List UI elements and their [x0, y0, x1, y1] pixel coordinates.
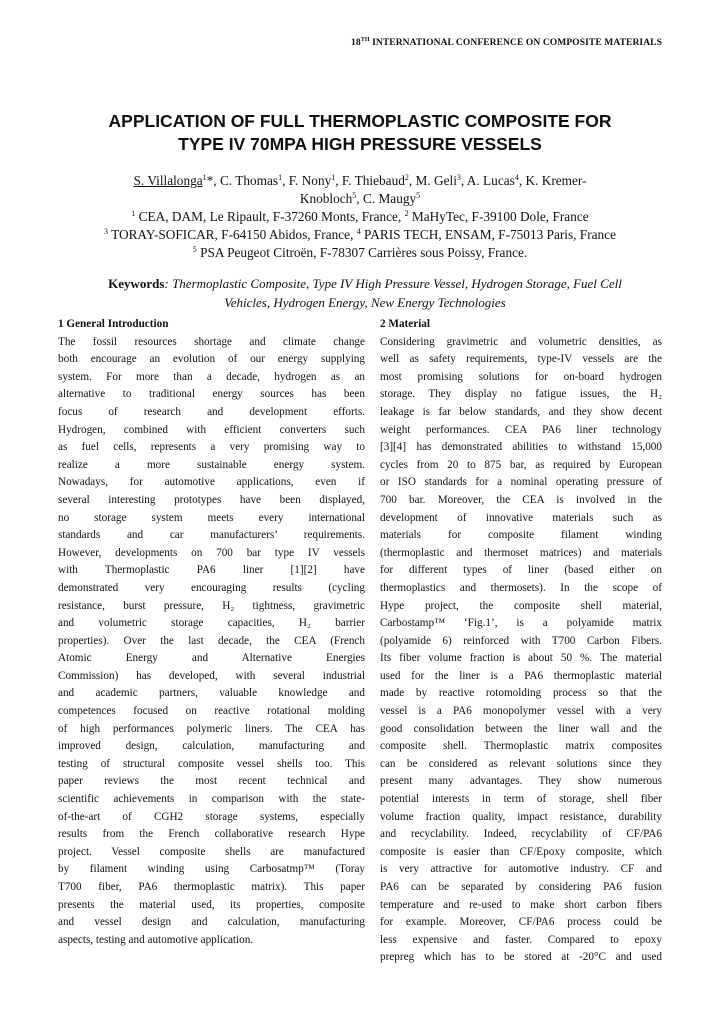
left-column [58, 316, 365, 949]
text-line: alternative to traditional energy sources has been [58, 388, 365, 401]
text-line: project. Vessel composite shells are manufactured [58, 845, 365, 858]
keywords-label: Keywords [108, 276, 165, 291]
conference-header: 18TH INTERNATIONAL CONFERENCE ON COMPOSITE MATERIALS [351, 37, 662, 48]
text-line: and volumetric storage capacities, H₂ barrier [58, 617, 365, 630]
text-line: potential interests in term of storage, shell fiber [380, 793, 662, 806]
text-line: most promising solutions for on-board hydrogen [380, 370, 662, 383]
text-line: results from the French collaborative research Hype [58, 828, 365, 841]
text-line: Hydrogen, combined with efficient converters such [58, 423, 365, 436]
text-line: storage. They display no fatigue issues, the H₂ [380, 388, 662, 401]
title-line-2: TYPE IV 70MPA HIGH PRESSURE VESSELS [178, 134, 542, 154]
text-line: Hype project, the composite shell material, [380, 599, 662, 612]
text-line: realize a more sustainable energy system. [58, 458, 365, 471]
author-line-2: Knobloch$^5$, C. Maugy$^5$ [299, 191, 421, 206]
text-line: presents the material used, its properties, composite [58, 898, 365, 911]
corresponding-author: S. Villalonga [133, 173, 203, 188]
text-line: materials for composite filament winding [380, 529, 662, 542]
text-line: [3][4] has demonstrated abilities to withstand 15,000 [380, 441, 662, 454]
text-line: standards and car manufacturers’ requirements. [58, 529, 365, 542]
title-line-1: APPLICATION OF FULL THERMOPLASTIC COMPOSITE FOR [108, 111, 612, 131]
text-line: T700 fiber, PA6 thermoplastic matrix). This paper [58, 881, 365, 893]
text-line: thermoplastics and thermosets). In the scope of [380, 581, 662, 594]
text-line: temperature and re-used to make short carbon fibers [380, 898, 662, 911]
text-line: of high performances polymeric liners. The CEA has [58, 722, 365, 735]
text-line: cycles from 20 to 875 bar, as required by European [380, 458, 662, 471]
text-line: demonstrated very encouraging results (cycling [58, 581, 365, 594]
text-line: development of innovative materials such as [380, 511, 662, 524]
text-line: 700 bar. Moreover, the CEA is involved in the [380, 493, 662, 506]
text-line: Carbostamp™ ‘Fig.1’, is a polyamide matrix [380, 617, 662, 630]
section-heading-material: 2 Material [380, 318, 431, 330]
text-line: several interesting prototypes have been displayed, [58, 493, 365, 506]
text-line: aspects, testing and automotive application. [58, 933, 254, 946]
text-line: paper reviews the most recent technical and [58, 775, 365, 788]
author-line-1: S. Villalonga$^1$*, C. Thomas$^1$, F. Nony$^1$, F. Thiebaud$^2$, M. Geli$^3$, A. Lucas$^4$, K. Kremer- [133, 173, 587, 188]
text-line: composite is easier than CF/Epoxy composite, which [380, 845, 662, 858]
text-line: vessel is a PA6 monopolymer vessel with a very [380, 705, 662, 718]
keywords-text-2: Vehicles, Hydrogen Energy, New Energy Technologies [224, 295, 506, 310]
text-line: by filament winding using Carbosatmp™ (Toray [58, 863, 365, 876]
text-line: Atomic Energy and Alternative Energies [58, 652, 365, 665]
text-line: less expensive and faster. Compared to epoxy [380, 933, 662, 946]
text-line: (thermoplastic and thermoset matrices) and materials [380, 546, 662, 559]
text-line: and recyclability. Indeed, recyclability of CF/PA6 [380, 828, 662, 841]
text-line: PA6 can be separated by considering PA6 fusion [380, 881, 662, 893]
text-line: scientific achievements in comparison with the state- [58, 793, 365, 806]
text-line: both encourage an evolution of our energy supplying [58, 353, 365, 366]
text-line: for example. Moreover, CF/PA6 process could be [380, 916, 662, 929]
text-line: prepreg which has to be stored at -20°C and used [380, 951, 662, 964]
affiliation-line-1: $^1$ CEA, DAM, Le Ripault, F-37260 Monts, France, $^2$ MaHyTec, F-39100 Dole, France [131, 209, 589, 224]
keywords-block [80, 274, 650, 312]
text-line: resistance, burst pressure, H₂ tightness, gravimetric [58, 599, 365, 612]
text-line: volume fraction quality, impact resistance, durability [380, 810, 662, 823]
text-line: is very attractive for automotive industry. CF and [380, 863, 662, 876]
text-line: properties). Over the last decade, the CEA (French [58, 634, 365, 647]
text-line: no storage system meets every international [58, 511, 365, 524]
text-line: focus of research and development efforts. [58, 405, 365, 418]
text-line: or ISO standards for a nominal operating pressure of [380, 476, 662, 489]
text-line: competences focused on reactive rotational molding [58, 705, 365, 718]
text-line: well as safety requirements, type-IV vessels are the [380, 353, 662, 366]
text-line: and vessel design and calculation, manufacturing [58, 916, 365, 929]
text-line: composite shell. Thermoplastic matrix composites [380, 740, 662, 753]
author-list [90, 172, 630, 208]
affiliation-line-3: $^5$ PSA Peugeot Citroën, F-78307 Carrières sous Poissy, France. [192, 245, 528, 260]
text-line: leakage is far below standards, and they show decent [380, 405, 662, 418]
affiliation-line-2: $^3$ TORAY-SOFICAR, F-64150 Abidos, France, $^4$ PARIS TECH, ENSAM, F-75013 Paris, France [104, 227, 616, 242]
text-line: system. For more than a decade, hydrogen as an [58, 370, 365, 383]
text-line: Considering gravimetric and volumetric densities, as [380, 335, 662, 348]
text-line: used for the liner is a PA6 thermoplastic material [380, 669, 662, 682]
text-line: improved design, calculation, manufacturing and [58, 740, 365, 753]
text-line: present many advantages. They show numerous [380, 775, 662, 788]
text-line: weight performances. CEA PA6 liner technology [380, 423, 662, 436]
text-line: good consolidation between the liner wall and the [380, 722, 662, 735]
text-line: as fuel cells, represents a very promising way to [58, 441, 365, 454]
introduction-body [58, 334, 365, 950]
text-line: with Thermoplastic PA6 liner [1][2] have [58, 564, 365, 577]
text-line: for different types of liner (based either on [380, 564, 662, 577]
text-line: made by reactive rotomolding process so that the [380, 687, 662, 700]
text-line: testing of structural composite vessel shells too. This [58, 757, 365, 770]
right-column [380, 316, 662, 967]
text-line: Commission) has developed, with several industrial [58, 669, 365, 682]
text-line: However, developments on 700 bar type IV vessels [58, 546, 365, 559]
text-line: The fossil resources shortage and climate change [58, 335, 365, 348]
text-line: Its fiber volume fraction is about 50 %. The material [380, 652, 662, 665]
text-line: and academic partners, valuable knowledge and [58, 687, 365, 700]
text-line: can be considered as relevant solutions since they [380, 757, 662, 770]
text-line: of-the-art of CGH2 storage systems, especially [58, 810, 365, 823]
text-line: (polyamide 6) reinforced with T700 Carbon Fibers. [380, 634, 662, 647]
text-line: Nowadays, for automotive applications, even if [58, 476, 365, 489]
paper-title [70, 110, 650, 156]
section-heading-introduction: 1 General Introduction [58, 318, 169, 330]
keywords-text-1: : Thermoplastic Composite, Type IV High Pressure Vessel, Hydrogen Storage, Fuel Cell [164, 276, 622, 291]
material-body [380, 334, 662, 967]
